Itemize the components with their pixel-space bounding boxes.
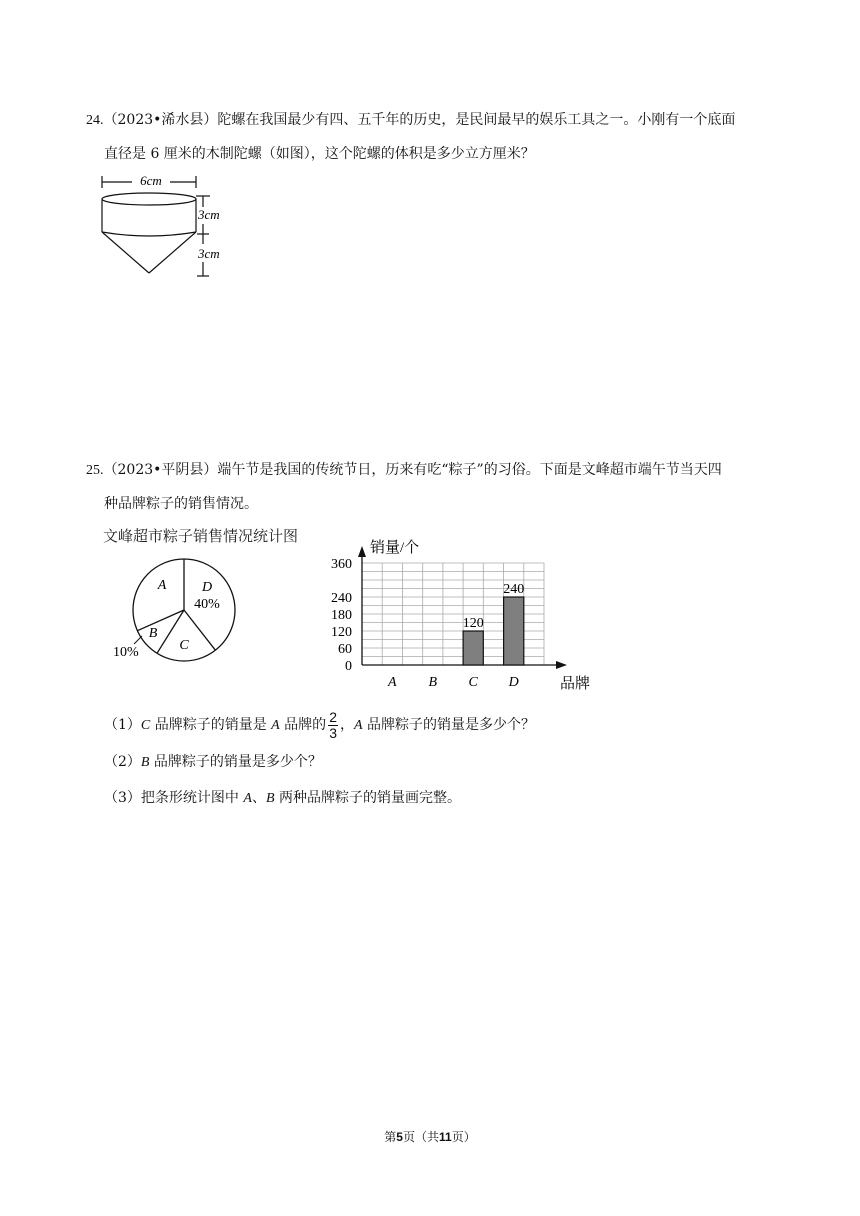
q24-line1 (86, 110, 735, 131)
sub1-t3: ， (339, 717, 354, 733)
footer-page: 5 (396, 1130, 403, 1144)
q25-line1 (86, 460, 722, 481)
x-axis-label: 品牌 (560, 676, 591, 692)
q25-text-1: 端午节是我国的传统节日，历来有吃“粽子”的习俗。下面是文峰超市端午节当天四 (217, 462, 722, 478)
q25-source: （2023•平阴县） (103, 462, 218, 478)
sub2-prefix: （2） (104, 754, 141, 770)
y-tick-240: 240 (331, 591, 352, 606)
q25-line2: 种品牌粽子的销售情况。 (104, 496, 258, 512)
y-axis-label: 销量/个 (370, 540, 420, 556)
x-tick-a: A (388, 675, 397, 690)
q25-number: 25. (86, 463, 104, 478)
bar-label-c: 120 (462, 616, 484, 631)
x-tick-c: C (468, 675, 478, 690)
q24-source: （2023•浠水县） (103, 112, 218, 128)
sub2-b: B (140, 755, 150, 770)
q24-number: 24. (86, 113, 104, 128)
bar-d (504, 597, 524, 665)
fraction-two-thirds (328, 710, 338, 741)
sub3-a: A (243, 791, 252, 806)
sub3-t2: 两种品牌粽子的销量画完整。 (274, 790, 461, 806)
q24-line2: 直径是 6 厘米的木制陀螺（如图），这个陀螺的体积是多少立方厘米？ (104, 146, 535, 162)
sub1-t4: 品牌粽子的销量是多少个？ (362, 717, 535, 733)
pie-label-a: A (157, 578, 167, 593)
y-tick-360: 360 (331, 557, 352, 572)
pie-label-b: B (148, 626, 158, 641)
pie-percent-b: 10% (113, 645, 139, 660)
footer-total: 11 (439, 1130, 452, 1144)
sub1-c: C (140, 718, 151, 733)
bar-chart (322, 532, 602, 692)
pie-percent-d: 40% (194, 597, 220, 612)
y-axis-arrow (358, 546, 366, 557)
x-tick-d: D (508, 675, 519, 690)
sub3-b: B (265, 791, 275, 806)
x-tick-b: B (428, 675, 438, 690)
footer-pre: 第 (384, 1130, 397, 1144)
cone-height-label: 3cm (198, 246, 220, 261)
pie-chart (100, 552, 250, 667)
spinning-top-figure (94, 170, 244, 282)
diameter-label: 6cm (140, 173, 162, 188)
fraction-denominator: 3 (329, 724, 337, 741)
y-tick-120: 120 (331, 625, 352, 640)
footer-post: 页） (451, 1130, 476, 1144)
page-footer (0, 1128, 860, 1145)
pie-label-d: D (201, 580, 213, 595)
sub1-a2: A (353, 718, 363, 733)
y-tick-180: 180 (331, 608, 352, 623)
sub3-t1: 把条形统计图中 (140, 790, 244, 806)
chart-title: 文峰超市粽子销售情况统计图 (103, 527, 299, 545)
sub1-prefix: （1） (104, 717, 141, 733)
footer-mid: 页（共 (402, 1130, 439, 1144)
sub3-sep: 、 (251, 790, 266, 806)
q24-text-1: 陀螺在我国最少有四、五千年的历史，是民间最早的娱乐工具之一。小刚有一个底面 (217, 112, 736, 128)
y-tick-60: 60 (338, 642, 352, 657)
sub1-t2: 品牌的 (279, 717, 327, 733)
pie-label-c: C (179, 638, 189, 653)
fraction-numerator: 2 (329, 708, 337, 725)
sub3-prefix: （3） (104, 790, 141, 806)
x-axis-arrow (556, 661, 567, 669)
sub2-t1: 品牌粽子的销量是多少个？ (149, 754, 322, 770)
bar-c (463, 631, 483, 665)
sub1-t1: 品牌粽子的销量是 (150, 717, 272, 733)
y-tick-0: 0 (345, 659, 352, 674)
q25-sub3 (104, 788, 461, 809)
cylinder-height-label: 3cm (198, 207, 220, 222)
pie-percent-b-leader (134, 636, 142, 644)
q25-sub2 (104, 752, 322, 773)
sub1-a: A (271, 718, 280, 733)
bar-label-d: 240 (503, 582, 525, 597)
q25-sub1 (104, 708, 535, 743)
